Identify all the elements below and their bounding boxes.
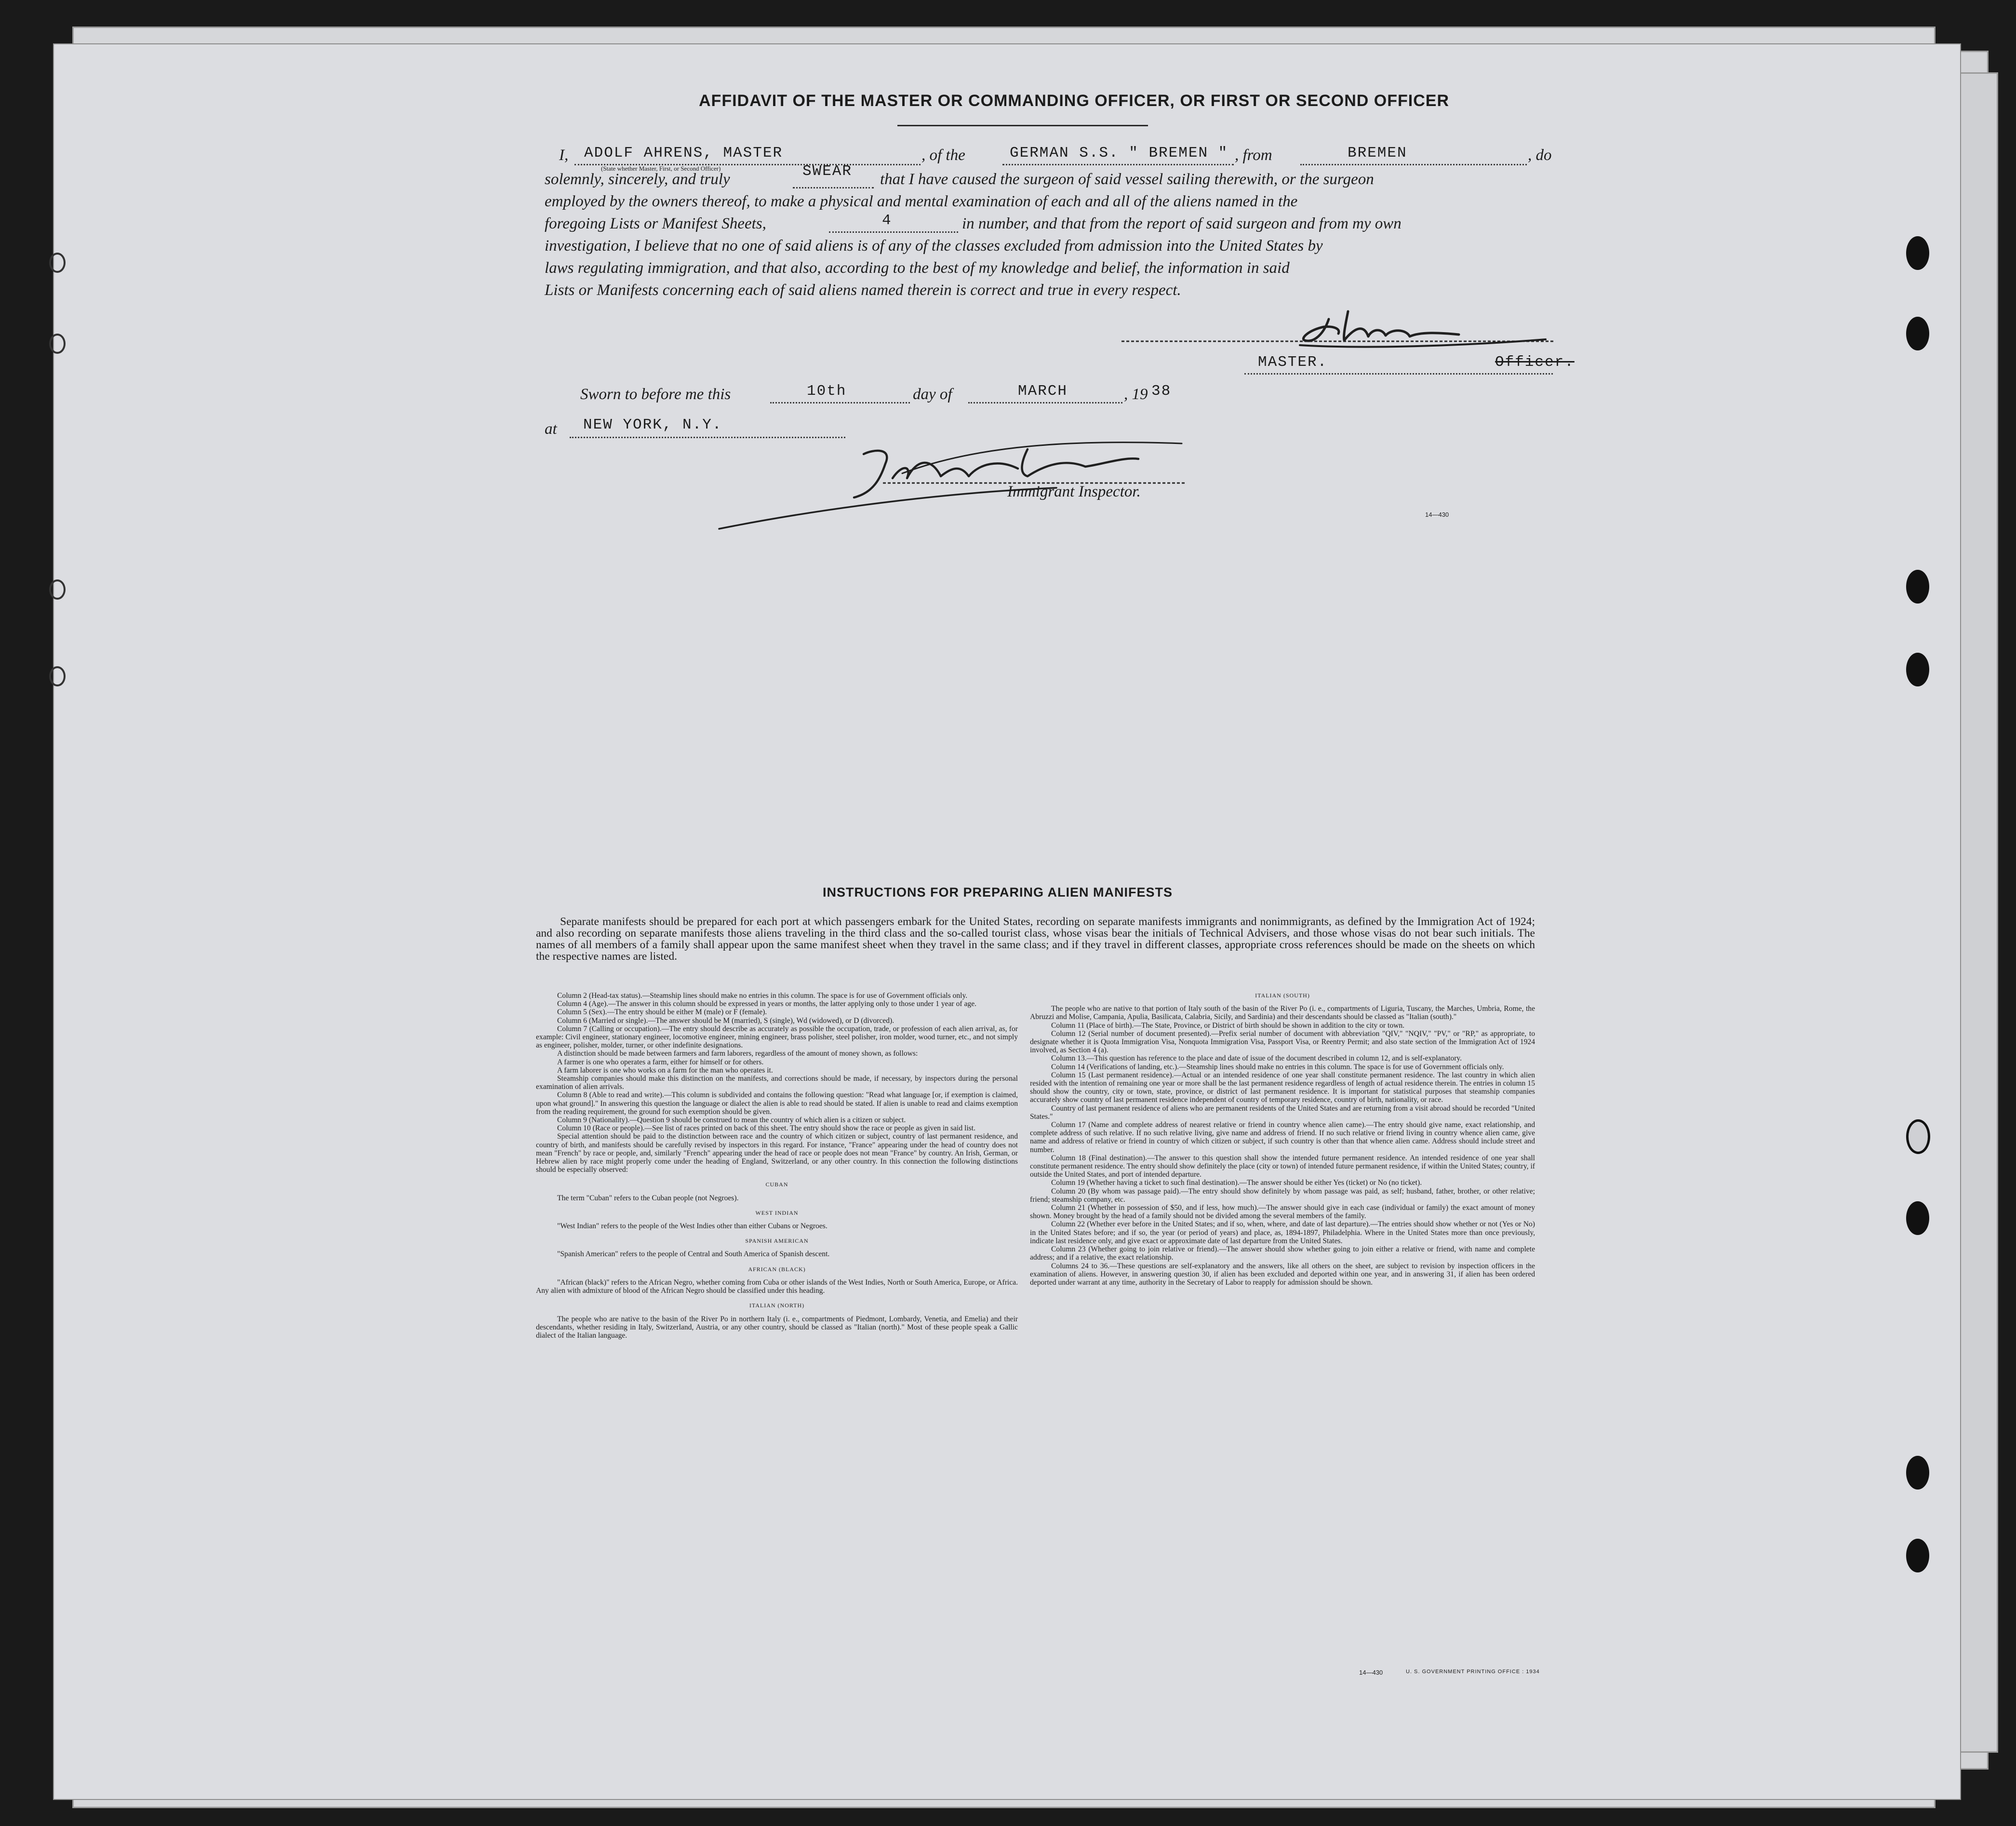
instruction-paragraph: Column 19 (Whether having a ticket to such final destination).—The answer should be either Yes (ticket) or No (no ticket). [1051, 1179, 1422, 1187]
punch-hole [1906, 653, 1929, 686]
struck-officer-word: Officer. [1495, 354, 1575, 371]
spanish-american-text: "Spanish American" refers to the people of Central and South America of Spanish descent. [557, 1250, 830, 1259]
affidavit-page [54, 44, 1960, 1799]
african-text: "African (black)" refers to the African Negro, whether coming from Cuba or other islands of the West Indies, North or South America, Europe, or Africa. Any alien with admixture of blood of the African Negro should be classified under this heading. [536, 1278, 1018, 1295]
opening-word: I, [559, 147, 569, 164]
instruction-paragraph: Steamship companies should make this distinction on the manifests, and corrections should be made, if necessary, by inspectors during the personal examination of alien arrivals. [536, 1074, 1018, 1091]
line2-lead: solemnly, sincerely, and truly [545, 171, 730, 188]
signer-title-row [1244, 354, 1591, 376]
title-rule [897, 125, 1148, 126]
year-suffix: 38 [1151, 383, 1172, 400]
signer-title-blank [1244, 373, 1553, 375]
punch-hole [1906, 1201, 1929, 1235]
instruction-paragraph: Column 23 (Whether going to join relative or friend).—The answer should show whether going to join either a relative or friend, with name and complete address; and if a relative, the exact relationship. [1030, 1245, 1535, 1262]
sheet-count: 4 [882, 212, 892, 229]
instruction-paragraph: Column 11 (Place of birth).—The State, Province, or District of birth should be shown in addition to the city or town. [1051, 1021, 1405, 1030]
from-label: , from [1235, 147, 1272, 164]
instruction-paragraph: Column 14 (Verifications of landing, etc.).—Steamship lines should make no entries in this column. The space is for use of Government officials only. [1051, 1062, 1504, 1071]
binder-ring [49, 334, 66, 354]
footer-form-number: 14—430 [1359, 1669, 1383, 1676]
instruction-paragraph: Column 8 (Able to read and write).—This column is subdivided and contains the following question: "Read what language [or, if exemption is claimed, upon what ground]." In answering this question the language or dialect the alien is able to read should be stated. If alien is unable to read and claims exemption from the reading requirement, the ground for such exemption should be given. [536, 1091, 1018, 1116]
binder-ring [49, 579, 66, 600]
sworn-line [580, 383, 1303, 405]
binder-ring [49, 666, 66, 686]
vessel-name: GERMAN S.S. " BREMEN " [1010, 145, 1228, 161]
punch-hole [1906, 1456, 1929, 1490]
instructions-right-column [1030, 992, 1535, 1287]
line4-rest: in number, and that from the report of said surgeon and from my own [962, 215, 1402, 232]
instruction-paragraph: Special attention should be paid to the distinction between race and the country of which citizen or subject, country of last permanent residence, and country of birth, and manifests should be carefully revised by inspectors in this regard. For instance, "France" appearing under the head of country does not mean "French" by race or people, and, similarly "French" appearing under the head of race or people does not mean "France" by country. An Irish, German, or Hebrew alien by race might properly come under the heading of England, Switzerland, or any other country. In this connection the following distinctions should be especially observed: [536, 1132, 1018, 1174]
instruction-paragraph: Column 5 (Sex).—The entry should be either M (male) or F (female). [557, 1008, 767, 1017]
oath-blank [793, 187, 874, 188]
instruction-paragraph: Column 9 (Nationality).—Question 9 should be construed to mean the country of which alien is a citizen or subject. [557, 1116, 906, 1125]
cuban-text: The term "Cuban" refers to the Cuban people (not Negroes). [557, 1194, 739, 1202]
vessel-blank [1002, 164, 1234, 165]
italian-north-heading: ITALIAN (NORTH) [749, 1302, 805, 1309]
year-prefix: , 19 [1124, 386, 1148, 403]
instruction-paragraph: A distinction should be made between farmers and farm laborers, regardless of the amount of money shown, as follows: [557, 1049, 918, 1058]
west-indian-heading: WEST INDIAN [755, 1209, 799, 1216]
form-number: 14—430 [1425, 511, 1449, 518]
port-name: BREMEN [1348, 145, 1407, 161]
instruction-paragraph: Column 18 (Final destination).—The answer to this question shall show the intended future permanent residence. An intended residence of one year shall constitute permanent residence. The entry should show definitely the place (city or town) of intended future permanent residence, if within the United States; country, if outside the United States, and port of intended departure. [1030, 1154, 1535, 1179]
instruction-paragraph: Column 7 (Calling or occupation).—The entry should describe as accurately as possible the occupation, trade, or profession of each alien arrival, as, for example: Civil engineer, stationary engineer, locomotive engineer, mining engineer, brass polisher, steel polisher, iron molder, wood turner, etc., and not simply as engineer, polisher, molder, turner, or other indefinite designations. [536, 1024, 1018, 1050]
at-label: at [545, 420, 557, 438]
do-label: , do [1528, 147, 1552, 164]
punch-hole [1906, 317, 1929, 350]
line2-rest: that I have caused the surgeon of said vessel sailing therewith, or the surgeon [880, 171, 1374, 188]
sheets-blank [829, 231, 958, 233]
instruction-paragraph: Column 10 (Race or people).—See list of races printed on back of this sheet. The entry should show the race or people as given in said list. [557, 1124, 975, 1133]
spanish-american-heading: SPANISH AMERICAN [745, 1237, 809, 1245]
instruction-paragraph: Column 12 (Serial number of document presented).—Prefix serial number of document with abbreviation "QIV," "NQIV," "PV," or "RP," as appropriate, to designate whether it is Quota Immigration Visa, Nonquota Immigration Visa, Passport Visa, or Reentry Permit; and also state section of the Immigration Act of 1924 involved, as Section 4 (a). [1030, 1029, 1535, 1055]
affidavit-line-1 [545, 147, 1552, 166]
west-indian-text: "West Indian" refers to the people of the West Indies other than either Cubans or Negroes. [557, 1222, 828, 1231]
inspector-signature [690, 430, 1220, 531]
place-name: NEW YORK, N.Y. [583, 416, 722, 433]
of-the-label: , of the [921, 147, 965, 164]
oath-word: SWEAR [802, 163, 853, 180]
affidavit-title: AFFIDAVIT OF THE MASTER OR COMMANDING OFFICER, OR FIRST OR SECOND OFFICER [699, 92, 1449, 110]
punch-hole [1906, 570, 1929, 604]
instruction-paragraph: Column 15 (Last permanent residence).—Actual or an intended residence of one year shall constitute permanent residence. The last country in which alien resided with the intention of remaining one year or more shall be the last permanent residence regardless of length of actual residence therein. The entries in column 15 should show the country, city or town, state, province, or district of last permanent residence. It is important for statistical purposes that steamship companies accurately show country of last permanent residence independent of country of temporary residence, country of birth, nationality, or race. [1030, 1071, 1535, 1104]
instructions-title: INSTRUCTIONS FOR PREPARING ALIEN MANIFESTS [823, 885, 1173, 900]
instruction-paragraph: Column 6 (Married or single).—The answer should be M (married), S (single), Wd (widowed), or D (divorced). [557, 1016, 895, 1025]
african-heading: AFRICAN (BLACK) [748, 1265, 806, 1273]
instruction-paragraph: Column 21 (Whether in possession of $50, and if less, how much).—The answer should give in each case (individual or family) the exact amount of money shown. Money brought by the head of a family should not be divided among the several members of the family. [1030, 1204, 1535, 1221]
state-note: (State whether Master, First, or Second Officer) [601, 165, 721, 172]
master-name: ADOLF AHRENS, MASTER [584, 145, 783, 161]
port-blank [1300, 164, 1527, 165]
inspector-label: Immigrant Inspector. [1007, 483, 1141, 500]
instructions-intro: Separate manifests should be prepared for each port at which passengers embark for the United States, recording on separate manifests immigrants and nonimmigrants, as defined by the Immigration Act of 1924; and also recording on separate manifests those aliens traveling in the third class and the so-called tourist class, whose visas bear the initials of Technical Advisers, and those whose visas do not bear such initials. The names of all members of a family shall appear upon the same manifest sheet when they travel in the same class; and if they travel in different classes, appropriate cross references should be made on the sheets on which the respective names are listed. [536, 915, 1535, 963]
instruction-paragraph: Column 17 (Name and complete address of nearest relative or friend in country whence alien came).—The entry should give name, exact relationship, and complete address of such relative. If no such relative living, give name and address of friend. If no such relative or friend living in country whence alien came, give name and address of relative or friend in country of which citizen or subject, if such country is other than that whence alien came. Address should include street and number. [1030, 1121, 1535, 1154]
affidavit-line-5: investigation, I believe that no one of said aliens is of any of the classes excluded from admission into the United States by [545, 237, 1323, 255]
italian-north-text: The people who are native to the basin of the River Po in northern Italy (i. e., compartments of Piedmont, Lombardy, Venetia, and Emelia) and their descendants, whether residing in Italy, Switzerland, Austria, or any other country, should be classed as "Italian (north)." Most of these people speak a Gallic dialect of the Italian language. [536, 1315, 1018, 1340]
sworn-month-blank [968, 402, 1122, 403]
punch-hole [1906, 1119, 1930, 1154]
instruction-paragraph: Country of last permanent residence of aliens who are permanent residents of the United States and are returning from a visit abroad should be recorded "United States." [1030, 1104, 1535, 1121]
line4-lead: foregoing Lists or Manifest Sheets, [545, 215, 766, 232]
sworn-label: Sworn to before me this [580, 386, 731, 403]
affidavit-line-7: Lists or Manifests concerning each of said aliens named therein is correct and true in every respect. [545, 282, 1181, 299]
cuban-heading: CUBAN [765, 1181, 788, 1188]
punch-hole [1906, 1539, 1929, 1572]
sworn-month: MARCH [1018, 383, 1068, 400]
sworn-day: 10th [807, 383, 847, 400]
footer-printer: U. S. GOVERNMENT PRINTING OFFICE : 1934 [1406, 1669, 1540, 1675]
instruction-paragraph: Column 13.—This question has reference to the place and date of issue of the document described in column 12, and is self-explanatory. [1051, 1054, 1462, 1063]
instruction-paragraph: Column 22 (Whether ever before in the United States; and if so, when, where, and date of last departure).—The entries should show whether or not (Yes or No) in the United States before; and if so, the year (or period of years) and place, as, 1894-1897, Philadelphia. Where in the United States more than once previously, indicate last residence only, and give exact or approximate date of last departure from the United States. [1030, 1220, 1535, 1245]
affidavit-line-6: laws regulating immigration, and that also, according to the best of my knowledge and belief, the information in said [545, 259, 1290, 277]
affidavit-line-3: employed by the owners thereof, to make a physical and mental examination of each and all of the aliens named in the [545, 193, 1298, 210]
punch-hole [1906, 236, 1929, 270]
day-of-label: day of [913, 386, 952, 403]
instruction-paragraph: Columns 24 to 36.—These questions are self-explanatory and the answers, like all others on the sheet, are subject to revision by inspection officers in the examination of aliens. However, in answering question 30, if alien has been excluded and deported within one year, and in answering 31, if alien has been ordered deported under warrant at any time, authority in the Secretary of Labor to reapply for admission should be shown. [1030, 1262, 1535, 1287]
instruction-paragraph: The people who are native to that portion of Italy south of the basin of the River Po (i. e., compartments of Liguria, Tuscany, the Marches, Umbria, Rome, the Abruzzi and Molise, Campania, Apulia, Basilicata, Calabria, Sicily, and Sardinia) and their descendants should be classed as "Italian (south)." [1030, 1005, 1535, 1021]
instruction-paragraph: Column 20 (By whom was passage paid).—The entry should show definitely by whom passage was paid, as self; husband, father, brother, or other relative; friend; steamship company, etc. [1030, 1187, 1535, 1204]
italian-south-heading: ITALIAN (SOUTH) [1255, 992, 1310, 999]
binder-ring [49, 253, 66, 273]
signer-title: MASTER. [1258, 354, 1328, 371]
instruction-paragraph: Column 2 (Head-tax status).—Steamship lines should make no entries in this column. The space is for use of Government officials only. [557, 992, 968, 1000]
instruction-paragraph: Column 4 (Age).—The answer in this column should be expressed in years or months, the latter applying only to those under 1 year of age. [557, 1000, 977, 1008]
sworn-day-blank [770, 402, 910, 403]
affidavit-line-4 [545, 212, 1552, 234]
instruction-paragraph: A farm laborer is one who works on a farm for the man who operates it. [557, 1066, 773, 1074]
instructions-left-column [536, 992, 1018, 1340]
instruction-paragraph: A farmer is one who operates a farm, either for himself or for others. [557, 1058, 764, 1066]
